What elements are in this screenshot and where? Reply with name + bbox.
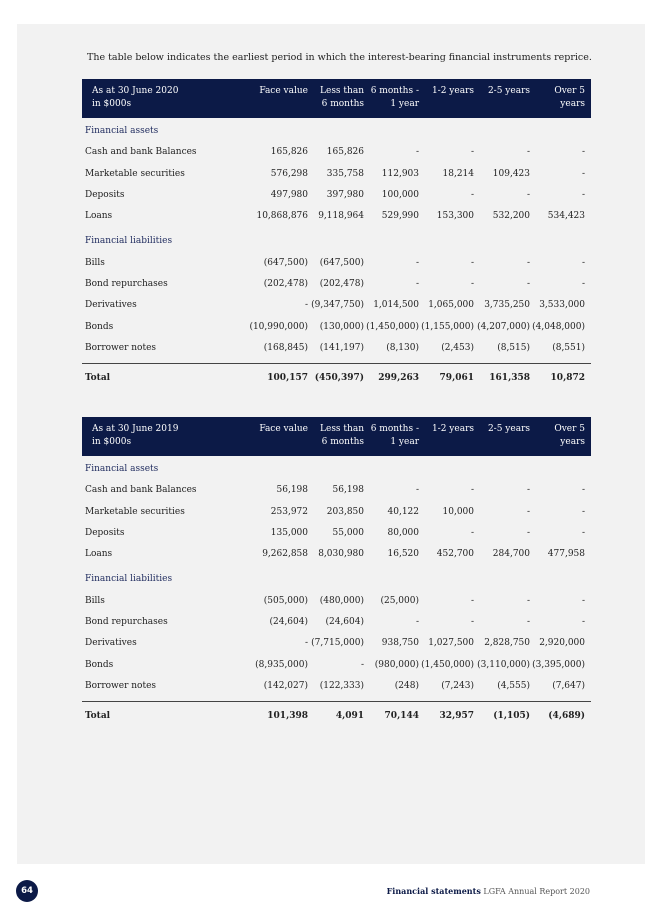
row-value: - [526, 279, 530, 290]
row-label: Total [85, 711, 111, 722]
column-header-line1: Less than [320, 86, 364, 96]
row-value: (505,000) [263, 595, 308, 606]
row-value: 3,533,000 [539, 300, 585, 311]
row-value: 56,198 [332, 485, 364, 496]
row-value: 477,958 [547, 549, 585, 560]
row-value: 9,262,858 [262, 549, 308, 560]
row-value: (8,935,000) [255, 659, 308, 670]
column-header-line1: Face value [259, 424, 308, 434]
row-value: 2,828,750 [484, 638, 530, 649]
row-value: 112,903 [381, 168, 419, 179]
row-value: - [415, 617, 419, 628]
table-row [82, 481, 591, 502]
row-value: 3,735,250 [484, 300, 530, 311]
column-header [488, 423, 530, 436]
row-value: (10,990,000) [249, 321, 308, 332]
row-value: 161,358 [489, 373, 530, 384]
header-label-line2: in $000s [92, 99, 132, 109]
column-header-line1: Face value [259, 86, 308, 96]
row-value: 1,065,000 [428, 300, 474, 311]
row-value: - [581, 506, 585, 517]
row-value: (141,197) [319, 342, 364, 353]
section-financial-assets-label: Financial assets [85, 464, 159, 474]
column-header-line1: Over 5 [554, 86, 585, 96]
row-label: Marketable securities [85, 168, 185, 179]
table-row [82, 254, 591, 275]
row-value: (647,500) [263, 257, 308, 268]
row-value: - [581, 595, 585, 606]
row-value: (122,333) [319, 680, 364, 691]
column-header [488, 85, 530, 98]
row-label: Bills [85, 257, 105, 268]
column-header-line1: 1-2 years [431, 86, 474, 96]
table-row [82, 634, 591, 655]
row-value: (1,450,000) [366, 321, 419, 332]
row-value: 335,758 [326, 168, 364, 179]
column-header-line2: years [560, 437, 585, 447]
row-label: Derivatives [85, 300, 137, 311]
row-value: 101,398 [267, 711, 308, 722]
header-label-line2: in $000s [92, 437, 132, 447]
row-value: (202,478) [263, 279, 308, 290]
row-value: 40,122 [387, 506, 419, 517]
row-value: (7,243) [441, 680, 474, 691]
row-value: 532,200 [492, 211, 530, 222]
section-financial-liabilities [82, 570, 591, 591]
row-value: (142,027) [263, 680, 308, 691]
column-header-line1: 2-5 years [487, 86, 530, 96]
header-label [92, 423, 178, 449]
row-value: 10,000 [442, 506, 474, 517]
row-value: 1,027,500 [428, 638, 474, 649]
column-header [432, 423, 474, 436]
row-label: Deposits [85, 527, 125, 538]
row-value: - [581, 147, 585, 158]
intro-text: The table below indicates the earliest period in which the interest-bearing financial instruments reprice. [87, 52, 592, 63]
row-value: - [581, 257, 585, 268]
row-value: 8,030,980 [318, 549, 364, 560]
row-value: - [581, 617, 585, 628]
row-value: 109,423 [492, 168, 530, 179]
section-financial-liabilities-label: Financial liabilities [85, 574, 173, 585]
row-label: Bonds [85, 659, 114, 670]
row-value: (4,207,000) [477, 321, 530, 332]
row-value: - [304, 638, 308, 649]
row-value: 165,826 [326, 147, 364, 158]
row-value: (4,689) [548, 711, 585, 722]
row-label: Cash and bank Balances [85, 485, 197, 496]
row-value: 253,972 [270, 506, 308, 517]
total-row [82, 363, 591, 394]
column-header [259, 85, 308, 98]
row-value: (647,500) [319, 257, 364, 268]
row-value: (980,000) [374, 659, 419, 670]
column-header-line2: 6 months [321, 99, 364, 109]
column-header [371, 85, 419, 111]
column-header [259, 423, 308, 436]
row-label: Bond repurchases [85, 617, 168, 628]
column-header [432, 85, 474, 98]
page-number-badge: 64 [16, 880, 38, 902]
row-label: Total [85, 373, 111, 384]
row-value: (3,395,000) [532, 659, 585, 670]
row-value: 100,157 [267, 373, 308, 384]
row-value: - [581, 485, 585, 496]
row-value: - [581, 527, 585, 538]
table-row [82, 165, 591, 186]
row-value: 165,826 [270, 147, 308, 158]
row-value: (8,551) [552, 342, 585, 353]
row-label: Marketable securities [85, 506, 185, 517]
row-value: (1,450,000) [421, 659, 474, 670]
row-value: (168,845) [263, 342, 308, 353]
row-value: 70,144 [384, 711, 419, 722]
row-value: (24,604) [325, 617, 364, 628]
row-value: (3,110,000) [477, 659, 530, 670]
row-value: - [470, 595, 474, 606]
row-value: 55,000 [332, 527, 364, 538]
table-row [82, 677, 591, 698]
column-header-line2: 6 months [321, 437, 364, 447]
row-value: 32,957 [439, 711, 474, 722]
row-value: 452,700 [436, 549, 474, 560]
column-header-line1: 6 months - [370, 86, 419, 96]
row-value: 534,423 [547, 211, 585, 222]
row-label: Loans [85, 549, 113, 560]
footer-report: LGFA Annual Report 2020 [483, 887, 590, 896]
column-header [554, 423, 585, 449]
row-value: (25,000) [380, 595, 419, 606]
row-value: - [526, 189, 530, 200]
header-label [92, 85, 178, 111]
column-header-line1: 6 months - [370, 424, 419, 434]
table-row [82, 656, 591, 677]
row-value: 397,980 [326, 189, 364, 200]
row-value: - [470, 485, 474, 496]
row-value: 10,872 [550, 373, 585, 384]
table-header [82, 79, 591, 118]
row-value: - [526, 485, 530, 496]
row-value: (8,515) [497, 342, 530, 353]
section-financial-assets-label: Financial assets [85, 126, 159, 136]
table-row [82, 318, 591, 339]
row-value: - [360, 659, 364, 670]
row-value: 153,300 [436, 211, 474, 222]
section-financial-liabilities-label: Financial liabilities [85, 236, 173, 247]
row-value: 576,298 [270, 168, 308, 179]
table-row [82, 207, 591, 228]
row-value: - [470, 617, 474, 628]
table-row [82, 186, 591, 207]
row-value: 4,091 [335, 711, 364, 722]
row-value: (8,130) [386, 342, 419, 353]
repricing-table-2019 [82, 417, 591, 732]
row-value: 2,920,000 [539, 638, 585, 649]
table-row [82, 143, 591, 164]
table-row [82, 503, 591, 524]
row-value: - [581, 279, 585, 290]
row-value: 80,000 [387, 527, 419, 538]
row-label: Borrower notes [85, 342, 157, 353]
column-header-line1: 2-5 years [487, 424, 530, 434]
column-header [320, 423, 364, 449]
row-value: (7,715,000) [311, 638, 364, 649]
row-value: 1,014,500 [373, 300, 419, 311]
table-row [82, 592, 591, 613]
column-header [554, 85, 585, 111]
row-value: (4,048,000) [532, 321, 585, 332]
row-label: Bills [85, 595, 105, 606]
row-value: (202,478) [319, 279, 364, 290]
row-value: 135,000 [270, 527, 308, 538]
footer-section: Financial statements [386, 886, 481, 896]
row-value: 79,061 [439, 373, 474, 384]
row-value: - [304, 300, 308, 311]
header-label-line1: As at 30 June 2019 [92, 424, 179, 434]
row-value: 9,118,964 [318, 211, 364, 222]
row-value: - [581, 189, 585, 200]
row-value: (450,397) [314, 373, 364, 384]
row-value: - [526, 147, 530, 158]
row-value: 938,750 [381, 638, 419, 649]
row-value: - [526, 527, 530, 538]
row-value: - [415, 485, 419, 496]
footer-caption [387, 886, 590, 896]
row-value: (9,347,750) [311, 300, 364, 311]
row-value: (248) [394, 680, 419, 691]
row-label: Cash and bank Balances [85, 147, 197, 158]
column-header-line1: Less than [320, 424, 364, 434]
row-value: (1,155,000) [421, 321, 474, 332]
row-label: Bond repurchases [85, 279, 168, 290]
row-value: - [526, 506, 530, 517]
header-label-line1: As at 30 June 2020 [92, 86, 179, 96]
row-value: 56,198 [276, 485, 308, 496]
row-value: (2,453) [441, 342, 474, 353]
row-label: Bonds [85, 321, 114, 332]
row-value: 284,700 [492, 549, 530, 560]
section-financial-assets [82, 460, 591, 481]
column-header [320, 85, 364, 111]
table-row [82, 339, 591, 360]
row-value: 299,263 [378, 373, 419, 384]
row-label: Loans [85, 211, 113, 222]
row-value: - [526, 595, 530, 606]
table-header [82, 417, 591, 456]
row-value: 10,868,876 [256, 211, 308, 222]
row-value: (4,555) [497, 680, 530, 691]
row-value: - [470, 279, 474, 290]
row-value: (7,647) [552, 680, 585, 691]
repricing-table-2020 [82, 79, 591, 394]
row-label: Derivatives [85, 638, 137, 649]
row-value: - [470, 147, 474, 158]
total-row [82, 701, 591, 732]
row-value: (130,000) [319, 321, 364, 332]
section-financial-assets [82, 122, 591, 143]
row-value: 497,980 [270, 189, 308, 200]
row-value: - [526, 617, 530, 628]
row-value: (24,604) [269, 617, 308, 628]
column-header-line1: Over 5 [554, 424, 585, 434]
table-row [82, 545, 591, 566]
row-value: - [581, 168, 585, 179]
row-value: 100,000 [381, 189, 419, 200]
column-header-line2: 1 year [390, 99, 419, 109]
row-value: 529,990 [381, 211, 419, 222]
row-value: - [470, 257, 474, 268]
table-row [82, 613, 591, 634]
row-value: (480,000) [319, 595, 364, 606]
row-value: - [470, 527, 474, 538]
row-value: 16,520 [387, 549, 419, 560]
row-value: - [470, 189, 474, 200]
table-row [82, 275, 591, 296]
row-label: Deposits [85, 189, 125, 200]
row-value: 203,850 [326, 506, 364, 517]
column-header-line1: 1-2 years [431, 424, 474, 434]
row-value: (1,105) [493, 711, 530, 722]
row-label: Borrower notes [85, 680, 157, 691]
column-header [371, 423, 419, 449]
column-header-line2: 1 year [390, 437, 419, 447]
row-value: 18,214 [442, 168, 474, 179]
row-value: - [415, 257, 419, 268]
row-value: - [415, 279, 419, 290]
section-financial-liabilities [82, 232, 591, 253]
table-row [82, 524, 591, 545]
table-row [82, 296, 591, 317]
row-value: - [526, 257, 530, 268]
row-value: - [415, 147, 419, 158]
column-header-line2: years [560, 99, 585, 109]
